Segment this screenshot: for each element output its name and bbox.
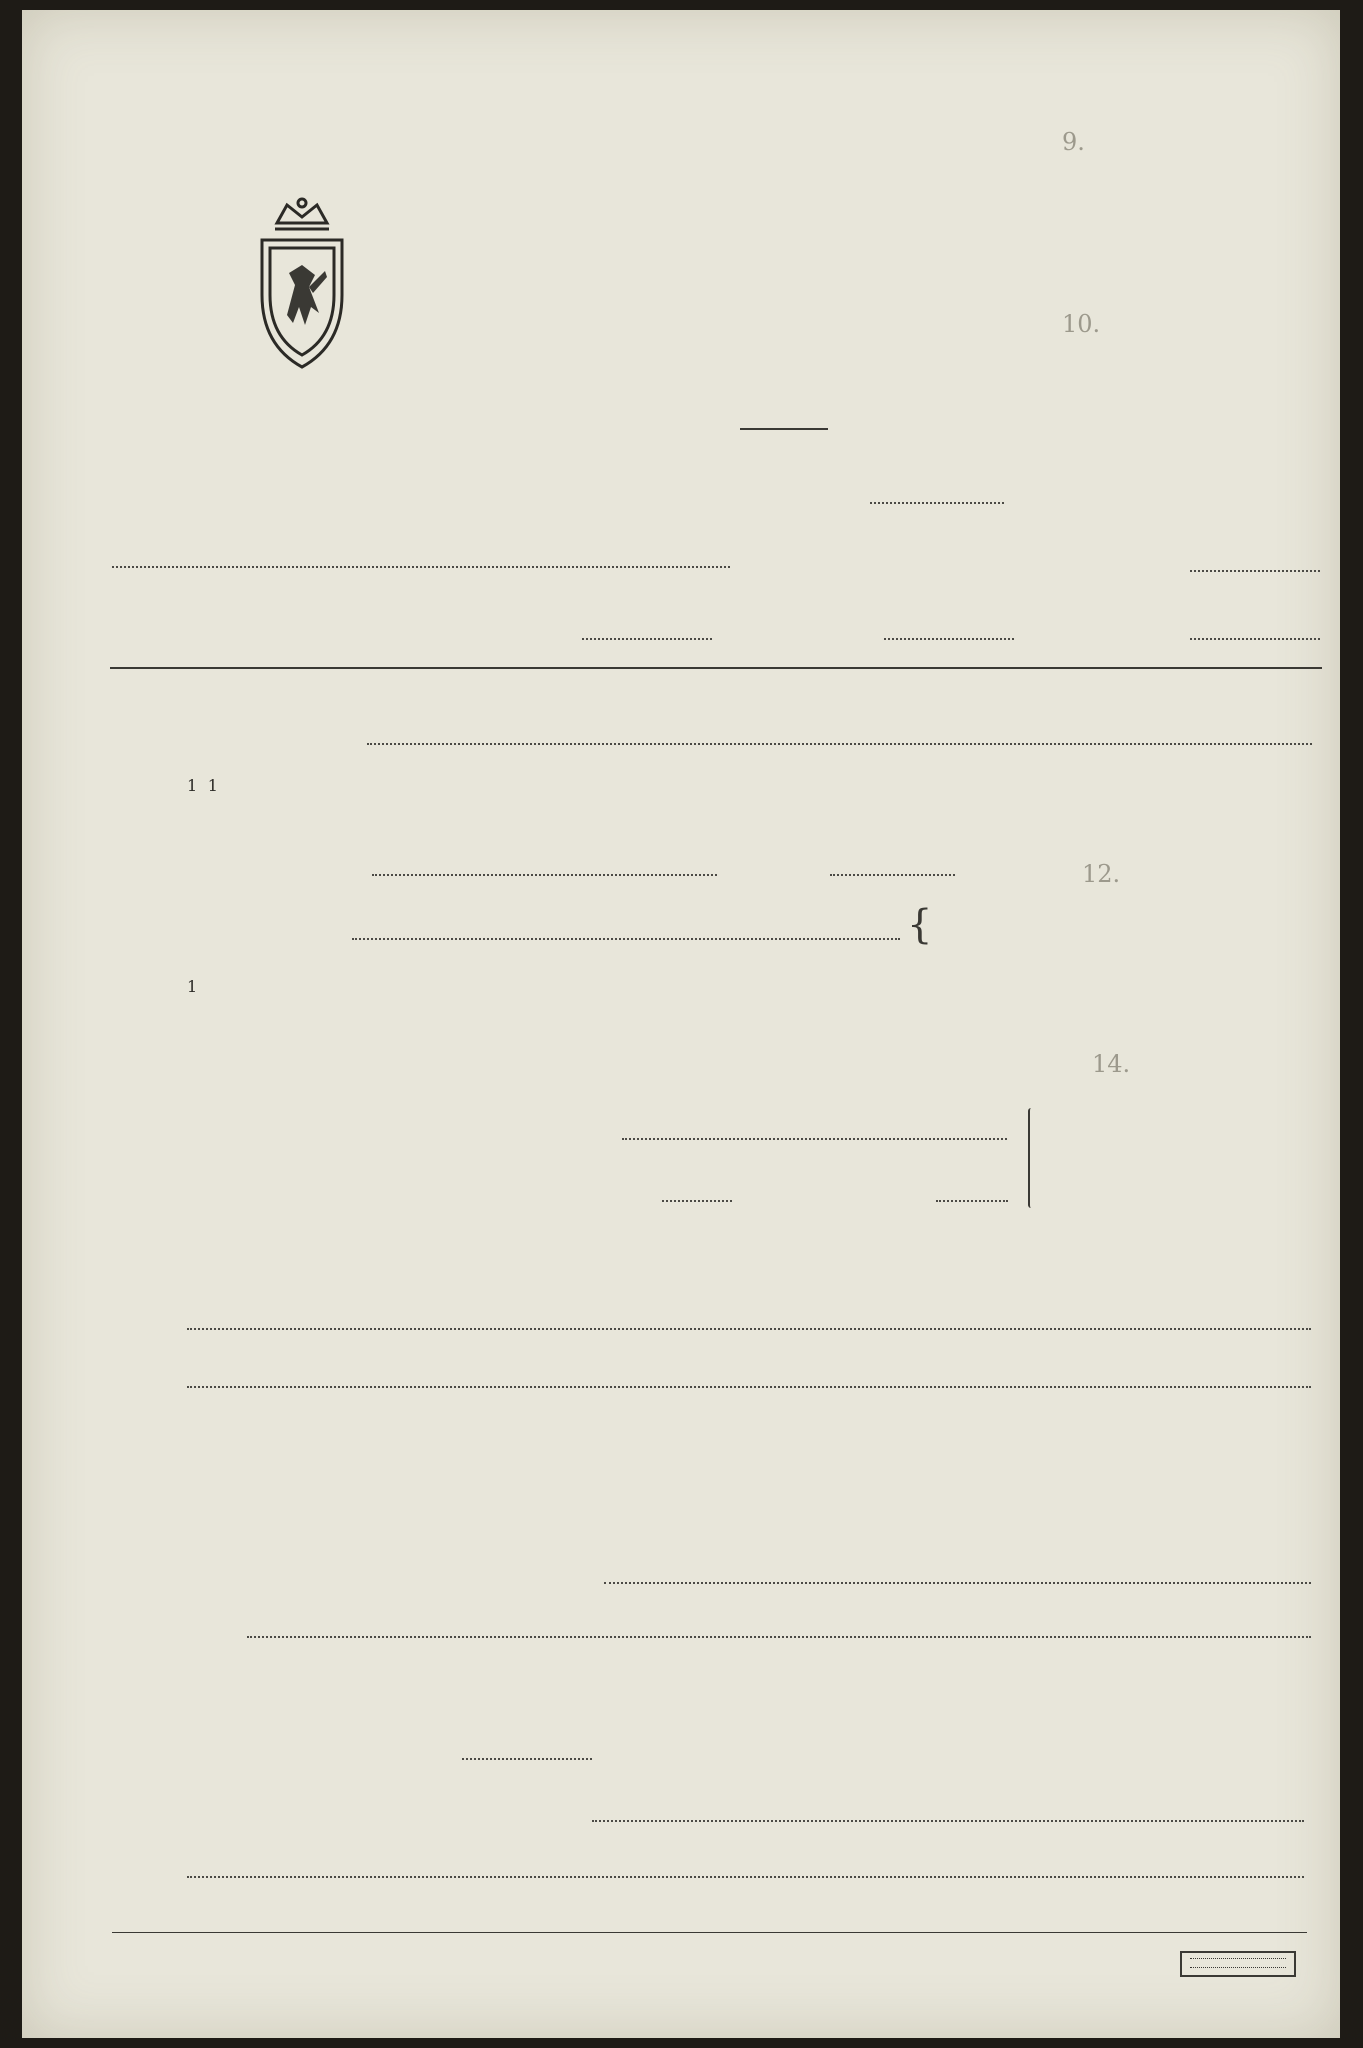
- bleed-through-text: 10.: [1062, 310, 1101, 338]
- title-divider: [740, 428, 828, 430]
- section-divider: [110, 667, 1322, 669]
- footnote-divider: [112, 1932, 1307, 1933]
- norway-coat-of-arms-icon: [247, 195, 357, 375]
- bleed-through-text: 14.: [1092, 1050, 1131, 1078]
- bleed-through-text: 12.: [1082, 860, 1121, 888]
- bleed-through-text: 9.: [1062, 128, 1085, 156]
- printer-stamp: [1180, 1951, 1296, 1977]
- census-form-sheet: 9. 10. 12. 14. $^1$ $^1$ { $^1$: [22, 10, 1340, 2038]
